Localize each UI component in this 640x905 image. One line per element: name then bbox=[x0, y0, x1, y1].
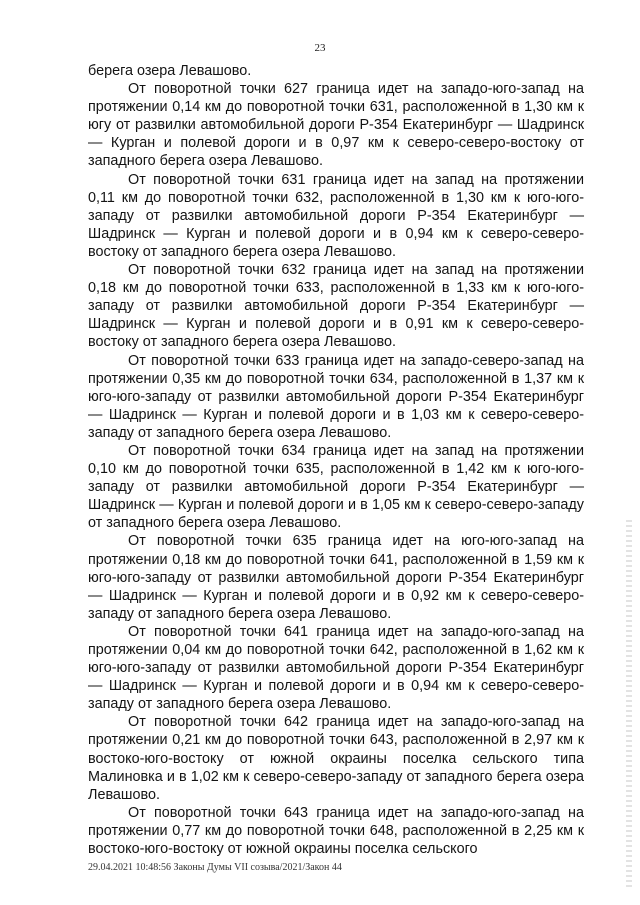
paragraph: От поворотной точки 641 граница идет на западо-юго-запад на протяжении 0,04 км до поворотной точки 642, расположенной в 1,62 км к юго-юго-западу от развилки автомобильной дороги Р-354 Екатеринбург — Шадринск — Курган и полевой дороги и в 0,94 км к северо-северо-западу от западного берега озера Левашово. bbox=[88, 623, 584, 713]
page-number: 23 bbox=[314, 42, 326, 54]
paragraph: От поворотной точки 642 граница идет на западо-юго-запад на протяжении 0,21 км до поворотной точки 643, расположенной в 2,97 км к востоко-юго-востоку от южной окраины поселка сельского типа Малиновка и в 1,02 км к северо-северо-западу от западного берега озера Левашово. bbox=[88, 714, 584, 803]
page-footer: 29.04.2021 10:48:56 Законы Думы VII созыва/2021/Закон 44 bbox=[88, 862, 342, 873]
document-body bbox=[88, 62, 584, 858]
paragraph: От поворотной точки 633 граница идет на западо-северо-запад на протяжении 0,35 км до поворотной точки 634, расположенной в 1,37 км к юго-юго-западу от развилки автомобильной дороги Р-354 Екатеринбург — Шадринск — Курган и полевой дороги и в 1,03 км к северо-северо-западу от западного берега озера Левашово. bbox=[88, 352, 584, 441]
paragraph: От поворотной точки 627 граница идет на западо-юго-запад на протяжении 0,14 км до поворотной точки 631, расположенной в 1,30 км к югу от развилки автомобильной дороги Р-354 Екатеринбург — Шадринск — Курган и полевой дороги и в 0,97 км к северо-северо-востоку от западного берега озера Левашово. bbox=[88, 81, 584, 170]
paragraph: От поворотной точки 631 граница идет на запад на протяжении 0,11 км до поворотной точки 632, расположенной в 1,30 км к юго-юго-западу от развилки автомобильной дороги Р-354 Екатеринбург — Шадринск — Курган и полевой дороги и в 0,94 км к северо-северо-востоку от западного берега озера Левашово. bbox=[88, 171, 584, 260]
paragraph: От поворотной точки 632 граница идет на запад на протяжении 0,18 км до поворотной точки 633, расположенной в 1,33 км к юго-юго-западу от развилки автомобильной дороги Р-354 Екатеринбург — Шадринск — Курган и полевой дороги и в 0,91 км к северо-северо-востоку от западного берега озера Левашово. bbox=[88, 262, 584, 351]
paragraph: От поворотной точки 643 граница идет на западо-юго-запад на протяжении 0,77 км до поворотной точки 648, расположенной в 2,25 км к востоко-юго-востоку от южной окраины поселка сельского bbox=[88, 804, 584, 858]
scan-edge-mark bbox=[626, 520, 632, 890]
paragraph: От поворотной точки 634 граница идет на запад на протяжении 0,10 км до поворотной точки 635, расположенной в 1,42 км к юго-юго-западу от развилки автомобильной дороги Р-354 Екатеринбург — Шадринск — Курган и полевой дороги и в 1,05 км к северо-северо-западу от западного берега озера Левашово. bbox=[88, 442, 584, 532]
paragraph: От поворотной точки 635 граница идет на юго-юго-запад на протяжении 0,18 км до поворотной точки 641, расположенной в 1,59 км к юго-юго-западу от развилки автомобильной дороги Р-354 Екатеринбург — Шадринск — Курган и полевой дороги и в 0,92 км к северо-северо-западу от западного берега озера Левашово. bbox=[88, 533, 584, 622]
paragraph: берега озера Левашово. bbox=[88, 63, 252, 79]
